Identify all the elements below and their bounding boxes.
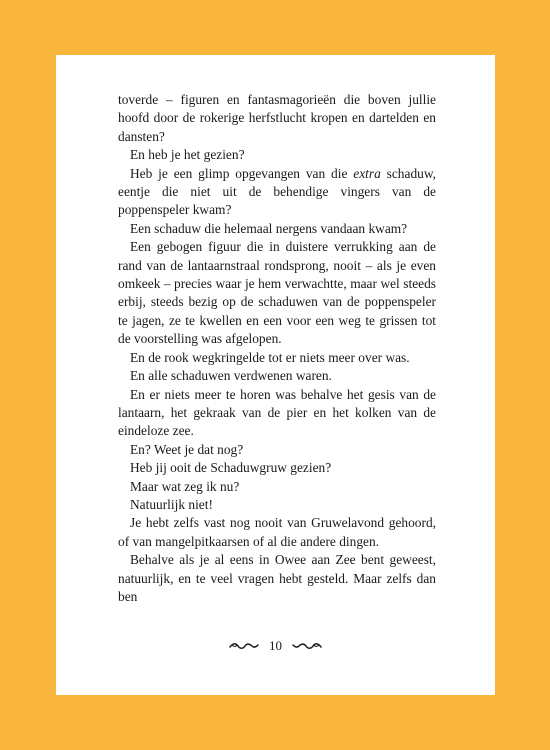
page-number: 10 xyxy=(269,638,282,653)
body-text xyxy=(118,91,436,606)
paragraph: Behalve als je al eens in Owee aan Zee bent geweest, natuurlijk, en te veel vragen hebt gesteld. Maar zelfs dan ben xyxy=(118,552,436,604)
paragraph: En? Weet je dat nog? xyxy=(130,441,244,457)
page-footer xyxy=(56,638,495,654)
paragraph: toverde – figuren en fantasmagorieën die boven jullie hoofd door de rokerige herfstlucht kropen en dartelden en dansten? xyxy=(118,92,436,144)
paragraph: En heb je het gezien? xyxy=(130,147,245,163)
paragraph: Maar wat zeg ik nu? xyxy=(130,478,240,494)
paragraph: Een gebogen figuur die in duistere verrukking aan de rand van de lantaarnstraal rondsprong, nooit – als je even omkeek – precies waar je hem verwachtte, maar wel steeds erbij, steeds bezig op de schaduwen van de poppenspeler te jagen, ze te kwellen en een voor een weg te grissen tot de voorstelling was afgelopen. xyxy=(118,239,436,347)
swirl-ornament-icon xyxy=(292,641,322,651)
paragraph: En er niets meer te horen was behalve het gesis van de lantaarn, het gekraak van de pier en het kolken van de eindeloze zee. xyxy=(118,386,436,439)
emphasis-text: extra xyxy=(353,165,381,181)
paragraph: Je hebt zelfs vast nog nooit van Gruwelavond gehoord, of van mangelpitkaarsen of al die andere dingen. xyxy=(118,515,436,549)
swirl-ornament-icon xyxy=(229,641,259,651)
paragraph: Een schaduw die helemaal nergens vandaan kwam? xyxy=(130,220,408,236)
paragraph-text: Heb je een glimp opgevangen van die xyxy=(130,165,354,181)
paragraph: Heb jij ooit de Schaduwgruw gezien? xyxy=(130,460,332,476)
paragraph xyxy=(118,165,436,220)
paragraph: Natuurlijk niet! xyxy=(130,496,213,512)
paragraph-text: schaduw, eentje die niet uit de behendige vingers van de poppenspeler kwam? xyxy=(118,165,436,218)
paragraph: En de rook wegkringelde tot er niets meer over was. xyxy=(130,349,410,365)
book-page xyxy=(56,55,495,695)
paragraph: En alle schaduwen verdwenen waren. xyxy=(130,368,332,384)
